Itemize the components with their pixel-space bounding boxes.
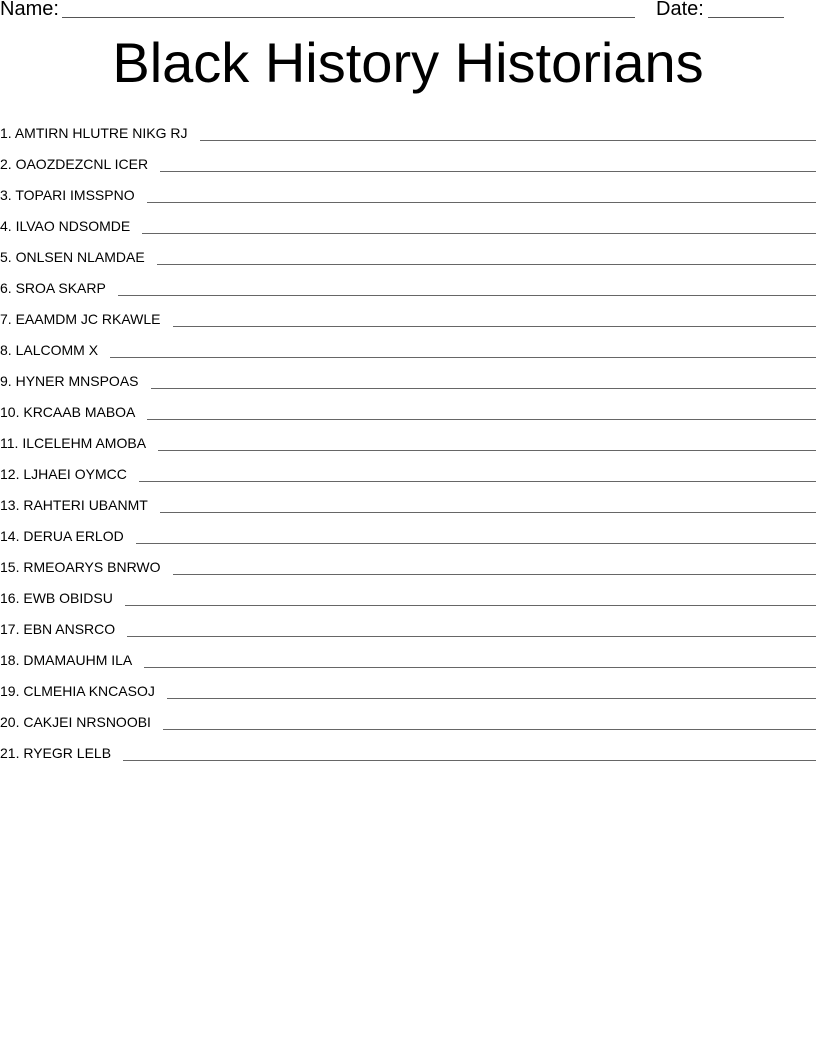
- item-scramble: HYNER MNSPOAS: [15, 373, 139, 389]
- item-scramble: RYEGR LELB: [23, 745, 112, 761]
- answer-line[interactable]: [173, 326, 816, 327]
- item-scramble: AMTIRN HLUTRE NIKG RJ: [14, 125, 188, 141]
- list-item: [0, 545, 816, 576]
- answer-line[interactable]: [144, 667, 816, 668]
- scramble-word: [0, 403, 147, 421]
- scramble-word: [0, 682, 167, 700]
- item-scramble: ILVAO NDSOMDE: [15, 218, 131, 234]
- scramble-word: [0, 434, 158, 452]
- answer-line[interactable]: [173, 574, 816, 575]
- answer-line[interactable]: [167, 698, 816, 699]
- answer-line[interactable]: [139, 481, 816, 482]
- answer-line[interactable]: [118, 295, 816, 296]
- answer-line[interactable]: [110, 357, 816, 358]
- scramble-word: [0, 465, 139, 483]
- scramble-list: [0, 111, 816, 762]
- list-item: [0, 607, 816, 638]
- answer-line[interactable]: [123, 760, 816, 761]
- scramble-word: [0, 651, 144, 669]
- item-number: 4.: [0, 218, 12, 234]
- item-number: 2.: [0, 156, 12, 172]
- list-item: [0, 483, 816, 514]
- item-scramble: RMEOARYS BNRWO: [23, 559, 161, 575]
- header-row: [0, 0, 816, 22]
- answer-line[interactable]: [163, 729, 816, 730]
- item-number: 17.: [0, 621, 20, 637]
- item-number: 13.: [0, 497, 20, 513]
- scramble-word: [0, 620, 127, 638]
- item-scramble: TOPARI IMSSPNO: [15, 187, 135, 203]
- scramble-word: [0, 372, 151, 390]
- scramble-word: [0, 341, 110, 359]
- item-number: 18.: [0, 652, 20, 668]
- list-item: [0, 266, 816, 297]
- scramble-word: [0, 589, 125, 607]
- item-number: 20.: [0, 714, 20, 730]
- item-scramble: LALCOMM X: [15, 342, 99, 358]
- list-item: [0, 111, 816, 142]
- answer-line[interactable]: [136, 543, 816, 544]
- answer-line[interactable]: [142, 233, 816, 234]
- item-scramble: RAHTERI UBANMT: [23, 497, 148, 513]
- answer-line[interactable]: [127, 636, 816, 637]
- scramble-word: [0, 124, 200, 142]
- item-scramble: EAAMDM JC RKAWLE: [15, 311, 161, 327]
- item-scramble: DERUA ERLOD: [23, 528, 124, 544]
- item-scramble: LJHAEI OYMCC: [23, 466, 127, 482]
- scramble-word: [0, 186, 147, 204]
- list-item: [0, 638, 816, 669]
- list-item: [0, 173, 816, 204]
- scramble-word: [0, 310, 173, 328]
- item-scramble: OAOZDEZCNL ICER: [15, 156, 149, 172]
- answer-line[interactable]: [160, 171, 816, 172]
- list-item: [0, 235, 816, 266]
- item-scramble: EBN ANSRCO: [23, 621, 116, 637]
- item-scramble: ILCELEHM AMOBA: [22, 435, 147, 451]
- list-item: [0, 359, 816, 390]
- item-scramble: DMAMAUHM ILA: [23, 652, 133, 668]
- item-number: 7.: [0, 311, 12, 327]
- answer-line[interactable]: [147, 419, 816, 420]
- list-item: [0, 390, 816, 421]
- item-number: 3.: [0, 187, 12, 203]
- item-number: 14.: [0, 528, 20, 544]
- item-number: 11.: [0, 435, 19, 451]
- item-number: 10.: [0, 404, 20, 420]
- item-number: 6.: [0, 280, 12, 296]
- list-item: [0, 514, 816, 545]
- date-label: Date:: [656, 0, 704, 20]
- item-scramble: ONLSEN NLAMDAE: [15, 249, 145, 265]
- list-item: [0, 669, 816, 700]
- item-number: 8.: [0, 342, 12, 358]
- answer-line[interactable]: [125, 605, 816, 606]
- answer-line[interactable]: [158, 450, 816, 451]
- list-item: [0, 700, 816, 731]
- date-line[interactable]: [708, 17, 784, 18]
- item-number: 12.: [0, 466, 20, 482]
- scramble-word: [0, 527, 136, 545]
- scramble-word: [0, 558, 173, 576]
- answer-line[interactable]: [151, 388, 816, 389]
- list-item: [0, 421, 816, 452]
- item-scramble: KRCAAB MABOA: [23, 404, 136, 420]
- list-item: [0, 204, 816, 235]
- list-item: [0, 142, 816, 173]
- scramble-word: [0, 279, 118, 297]
- scramble-word: [0, 217, 142, 235]
- item-scramble: CLMEHIA KNCASOJ: [23, 683, 155, 699]
- list-item: [0, 576, 816, 607]
- item-number: 16.: [0, 590, 20, 606]
- name-label: Name:: [0, 0, 59, 20]
- answer-line[interactable]: [147, 202, 816, 203]
- answer-line[interactable]: [157, 264, 816, 265]
- scramble-word: [0, 248, 157, 266]
- list-item: [0, 731, 816, 762]
- answer-line[interactable]: [160, 512, 816, 513]
- scramble-word: [0, 744, 123, 762]
- scramble-word: [0, 713, 163, 731]
- name-line[interactable]: [62, 17, 635, 18]
- list-item: [0, 297, 816, 328]
- page-title: Black History Historians: [112, 31, 704, 94]
- item-number: 19.: [0, 683, 20, 699]
- item-number: 9.: [0, 373, 12, 389]
- item-scramble: EWB OBIDSU: [23, 590, 113, 606]
- scramble-word: [0, 496, 160, 514]
- list-item: [0, 452, 816, 483]
- item-scramble: CAKJEI NRSNOOBI: [23, 714, 151, 730]
- item-number: 21.: [0, 745, 20, 761]
- scramble-word: [0, 155, 160, 173]
- item-number: 15.: [0, 559, 20, 575]
- item-number: 1.: [0, 125, 12, 141]
- item-scramble: SROA SKARP: [15, 280, 106, 296]
- item-number: 5.: [0, 249, 12, 265]
- list-item: [0, 328, 816, 359]
- answer-line[interactable]: [200, 140, 816, 141]
